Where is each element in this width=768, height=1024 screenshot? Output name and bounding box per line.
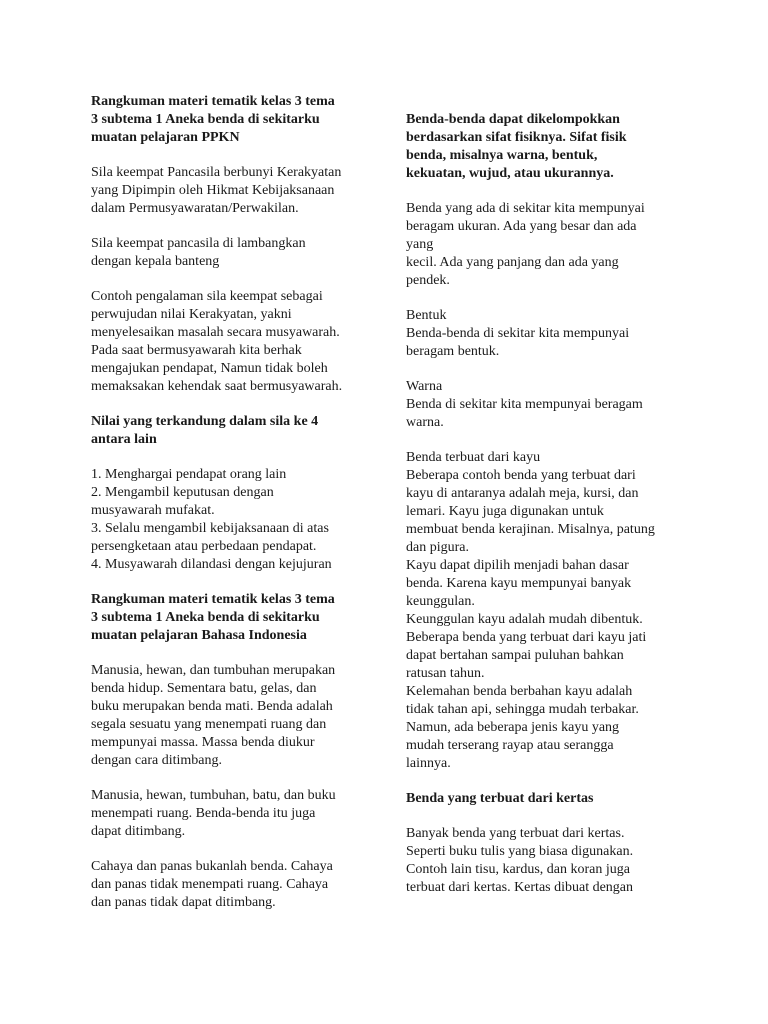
text-line: pendek. — [406, 273, 450, 288]
text-line: kekuatan, wujud, atau ukurannya. — [406, 166, 614, 181]
text-line: membuat benda kerajinan. Misalnya, patung — [406, 522, 655, 537]
text-line: benda hidup. Sementara batu, gelas, dan — [91, 681, 317, 696]
heading-right-0 — [406, 111, 696, 183]
text-line: Beberapa contoh benda yang terbuat dari — [406, 468, 636, 483]
text-line: segala sesuatu yang menempati ruang dan — [91, 717, 327, 732]
paragraph-right-3 — [406, 378, 696, 432]
text-line: dengan cara ditimbang. — [91, 753, 223, 768]
paragraph-left-8 — [91, 787, 381, 841]
text-line: mudah terserang rayap atau serangga — [406, 738, 614, 753]
paragraph-left-5 — [91, 466, 381, 574]
text-line: persengketaan atau perbedaan pendapat. — [91, 539, 317, 554]
text-line: Contoh lain tisu, kardus, dan koran juga — [406, 862, 630, 877]
text-line: 4. Musyawarah dilandasi dengan kejujuran — [91, 557, 332, 572]
text-line: dengan kepala banteng — [91, 254, 220, 269]
text-line: lemari. Kayu juga digunakan untuk — [406, 504, 604, 519]
paragraph-right-6 — [406, 825, 696, 897]
text-line: Contoh pengalaman sila keempat sebagai — [91, 289, 323, 304]
text-line: dapat bertahan sampai puluhan bahkan — [406, 648, 624, 663]
left-column — [91, 93, 381, 929]
text-line: Nilai yang terkandung dalam sila ke 4 — [91, 414, 319, 429]
text-line: Namun, ada beberapa jenis kayu yang — [406, 720, 620, 735]
text-line: yang — [406, 237, 434, 252]
paragraph-right-1 — [406, 200, 696, 290]
text-line: Warna — [406, 379, 443, 394]
text-line: benda. Karena kayu mempunyai banyak — [406, 576, 632, 591]
text-line: Benda-benda dapat dikelompokkan — [406, 112, 620, 127]
text-line: terbuat dari kertas. Kertas dibuat dengan — [406, 880, 634, 895]
text-line: musyawarah mufakat. — [91, 503, 215, 518]
text-line: 3. Selalu mengambil kebijaksanaan di atas — [91, 521, 329, 536]
paragraph-left-2 — [91, 235, 381, 271]
text-line: Rangkuman materi tematik kelas 3 tema — [91, 592, 335, 607]
text-line: mengajukan pendapat, Namun tidak boleh — [91, 361, 328, 376]
text-line: perwujudan nilai Kerakyatan, yakni — [91, 307, 292, 322]
text-line: dan panas tidak dapat ditimbang. — [91, 895, 276, 910]
text-line: Seperti buku tulis yang biasa digunakan. — [406, 844, 634, 859]
text-line: muatan pelajaran PPKN — [91, 130, 240, 145]
text-line: 3 subtema 1 Aneka benda di sekitarku — [91, 112, 320, 127]
text-line: warna. — [406, 415, 444, 430]
paragraph-left-1 — [91, 164, 381, 218]
text-line: beragam bentuk. — [406, 344, 500, 359]
text-line: yang Dipimpin oleh Hikmat Kebijaksanaan — [91, 183, 335, 198]
text-line: Bentuk — [406, 308, 447, 323]
text-line: Benda di sekitar kita mempunyai beragam — [406, 397, 643, 412]
text-line: muatan pelajaran Bahasa Indonesia — [91, 628, 307, 643]
text-line: kayu di antaranya adalah meja, kursi, dan — [406, 486, 639, 501]
text-line: Rangkuman materi tematik kelas 3 tema — [91, 94, 335, 109]
text-line: Manusia, hewan, tumbuhan, batu, dan buku — [91, 788, 336, 803]
text-line: Benda yang terbuat dari kertas — [406, 791, 594, 806]
text-line: Sila keempat Pancasila berbunyi Kerakyatan — [91, 165, 342, 180]
text-line: kecil. Ada yang panjang dan ada yang — [406, 255, 619, 270]
text-line: 3 subtema 1 Aneka benda di sekitarku — [91, 610, 320, 625]
text-line: beragam ukuran. Ada yang besar dan ada — [406, 219, 637, 234]
right-column — [406, 111, 696, 914]
text-line: dalam Permusyawaratan/Perwakilan. — [91, 201, 299, 216]
text-line: Sila keempat pancasila di lambangkan — [91, 236, 306, 251]
text-line: memaksakan kehendak saat bermusyawarah. — [91, 379, 343, 394]
heading-left-4 — [91, 413, 381, 449]
text-line: Keunggulan kayu adalah mudah dibentuk. — [406, 612, 643, 627]
text-line: dan panas tidak menempati ruang. Cahaya — [91, 877, 329, 892]
text-line: benda, misalnya warna, bentuk, — [406, 148, 598, 163]
text-line: Benda-benda di sekitar kita mempunyai — [406, 326, 630, 341]
text-line: Manusia, hewan, dan tumbuhan merupakan — [91, 663, 336, 678]
text-line: Benda yang ada di sekitar kita mempunyai — [406, 201, 645, 216]
text-line: menyelesaikan masalah secara musyawarah. — [91, 325, 340, 340]
text-line: mempunyai massa. Massa benda diukur — [91, 735, 315, 750]
text-line: Pada saat bermusyawarah kita berhak — [91, 343, 302, 358]
paragraph-right-2 — [406, 307, 696, 361]
heading-left-6 — [91, 591, 381, 645]
text-line: dapat ditimbang. — [91, 824, 186, 839]
paragraph-right-4 — [406, 449, 696, 773]
text-line: 1. Menghargai pendapat orang lain — [91, 467, 287, 482]
text-line: Kayu dapat dipilih menjadi bahan dasar — [406, 558, 629, 573]
text-line: Cahaya dan panas bukanlah benda. Cahaya — [91, 859, 333, 874]
paragraph-left-3 — [91, 288, 381, 396]
text-line: Benda terbuat dari kayu — [406, 450, 541, 465]
text-line: lainnya. — [406, 756, 451, 771]
text-line: Kelemahan benda berbahan kayu adalah — [406, 684, 633, 699]
text-line: Banyak benda yang terbuat dari kertas. — [406, 826, 625, 841]
text-line: dan pigura. — [406, 540, 469, 555]
text-line: antara lain — [91, 432, 157, 447]
paragraph-left-7 — [91, 662, 381, 770]
paragraph-left-9 — [91, 858, 381, 912]
text-line: ratusan tahun. — [406, 666, 485, 681]
text-line: menempati ruang. Benda-benda itu juga — [91, 806, 316, 821]
text-line: berdasarkan sifat fisiknya. Sifat fisik — [406, 130, 627, 145]
text-line: Beberapa benda yang terbuat dari kayu jati — [406, 630, 647, 645]
text-line: keunggulan. — [406, 594, 475, 609]
text-line: 2. Mengambil keputusan dengan — [91, 485, 274, 500]
text-line: buku merupakan benda mati. Benda adalah — [91, 699, 333, 714]
text-line: tidak tahan api, sehingga mudah terbakar. — [406, 702, 639, 717]
heading-left-0 — [91, 93, 381, 147]
heading-right-5 — [406, 790, 696, 808]
